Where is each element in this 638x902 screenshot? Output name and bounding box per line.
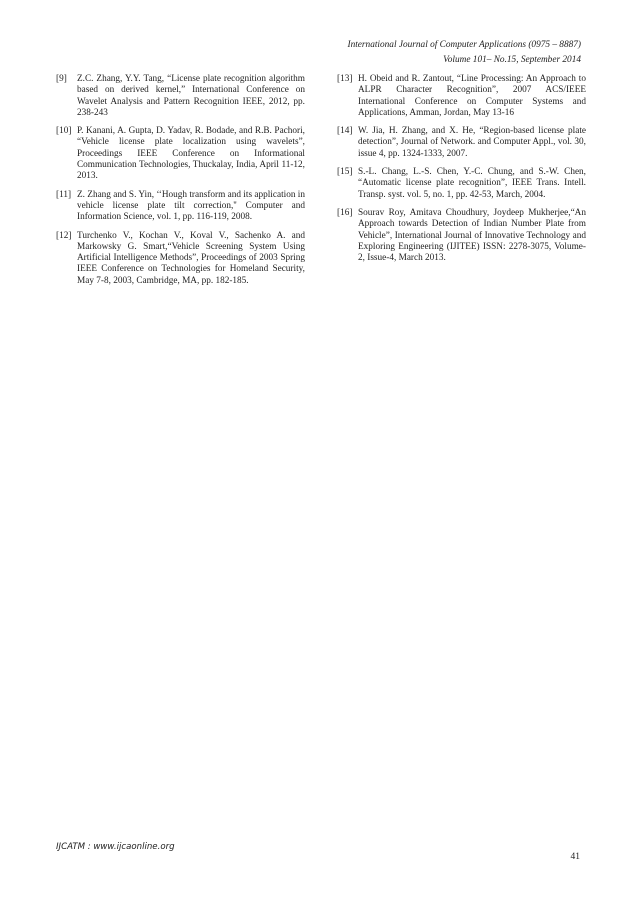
reference-text: Sourav Roy, Amitava Choudhury, Joydeep Mukherjee,“An Approach towards Detection of Indian Number Plate from Vehicle”, International Journal of Innovative Technology and Exploring Engineering (IJITEE) ISSN: 2278-3075, Volume-2, Issue-4, March 2013. [358, 207, 586, 264]
reference-number: [12] [56, 230, 72, 241]
reference-item [56, 74, 305, 119]
reference-text: S.-L. Chang, L.-S. Chen, Y.-C. Chung, and S.-W. Chen, “Automatic license plate recognition”, IEEE Trans. Intell. Transp. syst. vol. 5, no. 1, pp. 42-53, March, 2004. [358, 167, 586, 200]
reference-text: Z. Zhang and S. Yin, ‘‘Hough transform and its application in vehicle license plate tilt correction,'' Computer and Information Science, vol. 1, pp. 116-119, 2008. [77, 189, 305, 223]
journal-title: International Journal of Computer Applications (0975 – 8887) [347, 40, 581, 50]
reference-text: Z.C. Zhang, Y.Y. Tang, “License plate recognition algorithm based on derived kernel,” International Conference on Wavelet Analysis and Pattern Recognition IEEE, 2012, pp. 238-243 [77, 74, 305, 118]
reference-item [56, 231, 305, 287]
reference-number: [15] [337, 167, 353, 178]
reference-number: [10] [56, 126, 72, 137]
reference-text: P. Kanani, A. Gupta, D. Yadav, R. Bodade, and R.B. Pachori, “Vehicle license plate localization using wavelets”, Proceedings IEEE Conference on Informational Communication Technologies, Thuckalay, India, April 11-12, 2013. [77, 126, 305, 182]
reference-text: H. Obeid and R. Zantout, “Line Processing: An Approach to ALPR Character Recognition”, 2007 ACS/IEEE International Conference on Computer Systems and Applications, Amman, Jordan, May 13-16 [358, 74, 586, 118]
reference-number: [14] [337, 126, 353, 137]
references-right-column [337, 74, 586, 271]
reference-item [337, 208, 586, 264]
reference-item [56, 190, 305, 224]
reference-number: [16] [337, 207, 353, 218]
reference-item [337, 74, 586, 119]
reference-text: W. Jia, H. Zhang, and X. He, “Region-based license plate detection”, Journal of Network. and Computer Appl., vol. 30, issue 4, pp. 1324-1333, 2007. [358, 126, 586, 159]
reference-number: [9] [56, 74, 67, 84]
page-number: 41 [570, 852, 580, 862]
volume-info: Volume 101– No.15, September 2014 [443, 55, 581, 65]
reference-number: [13] [337, 74, 353, 84]
reference-text: Turchenko V., Kochan V., Koval V., Sachenko A. and Markowsky G. Smart,“Vehicle Screening System Using Artificial Intelligence Methods”, Proceedings of 2003 Spring IEEE Conference on Technologies for Homeland Security, May 7-8, 2003, Cambridge, MA, pp. 182-185. [77, 230, 305, 286]
reference-item [337, 167, 586, 201]
footer-site: IJCATM : www.ijcaonline.org [56, 842, 175, 852]
reference-item [337, 126, 586, 160]
references-left-column [56, 74, 305, 294]
reference-item [56, 126, 305, 182]
reference-number: [11] [56, 189, 72, 200]
running-header [347, 38, 581, 68]
